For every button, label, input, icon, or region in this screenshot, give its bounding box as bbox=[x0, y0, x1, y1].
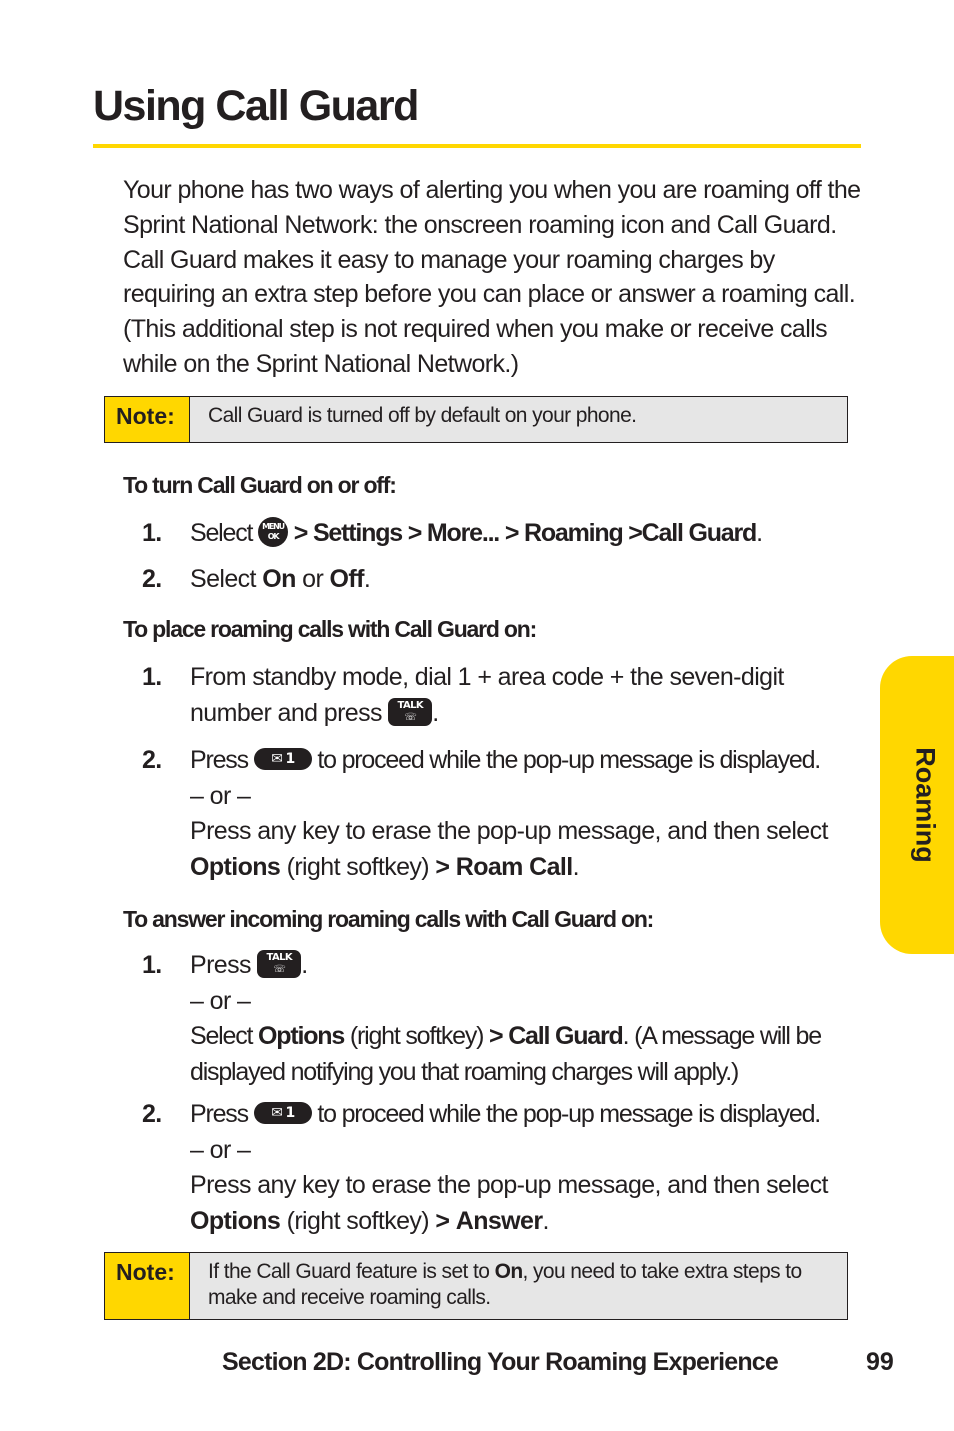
note-box bbox=[104, 1252, 848, 1320]
step-number: 2. bbox=[142, 565, 162, 593]
step-item: 1. From standby mode, dial 1 + area code + the seven-digit number and press TALK ☏ . bbox=[142, 660, 862, 731]
talk-key-icon: TALK ☏ bbox=[388, 698, 432, 726]
one-key-icon: ✉ 1 bbox=[254, 748, 312, 770]
side-tab-label: Roaming bbox=[910, 747, 941, 863]
or-separator: – or – bbox=[190, 986, 251, 1015]
option-call-guard: Call Guard bbox=[508, 1022, 623, 1050]
one-key-icon: ✉ 1 bbox=[254, 1102, 312, 1124]
step-item: 2. Press ✉ 1 to proceed while the pop-up message is displayed. – or – Press any key to erase the pop-up message, and then select Options (right softkey) > Roam Call. bbox=[142, 743, 862, 885]
step-item: 1. Press TALK ☏ . – or – Select Options (right softkey) > Call Guard. (A message will be displayed notifying you that roaming charges will apply.) bbox=[142, 948, 862, 1090]
side-tab-roaming bbox=[880, 656, 954, 954]
section-heading-answer-calls: To answer incoming roaming calls with Call Guard on: bbox=[123, 906, 654, 932]
menu-path-call-guard: Call Guard bbox=[641, 519, 757, 547]
page-number: 99 bbox=[866, 1348, 894, 1376]
step-number: 1. bbox=[142, 519, 162, 547]
step-item: 2. Press ✉ 1 to proceed while the pop-up message is displayed. – or – Press any key to erase the pop-up message, and then select Options (right softkey) > Answer. bbox=[142, 1097, 862, 1239]
step-text: Select bbox=[190, 519, 253, 547]
step-number: 2. bbox=[142, 746, 162, 774]
option-roam-call: Roam Call bbox=[455, 852, 573, 881]
note-label: Note: bbox=[105, 397, 190, 442]
step-number: 1. bbox=[142, 663, 162, 691]
talk-key-icon: TALK ☏ bbox=[257, 950, 301, 978]
menu-path-settings: Settings bbox=[312, 519, 402, 547]
option-off: Off bbox=[329, 565, 364, 593]
title-rule bbox=[93, 144, 861, 148]
note-text: Call Guard is turned off by default on your phone. bbox=[208, 404, 637, 427]
page-title: Using Call Guard bbox=[93, 82, 418, 130]
section-heading-place-calls: To place roaming calls with Call Guard on: bbox=[123, 616, 537, 642]
menu-path-roaming: Roaming bbox=[523, 519, 623, 547]
step-text: From standby mode, dial 1 + area code + the seven-digit number and press bbox=[190, 663, 784, 727]
step-item: 2. Select On or Off. bbox=[142, 562, 862, 598]
or-separator: – or – bbox=[190, 781, 251, 810]
menu-path-more: More... bbox=[426, 519, 500, 547]
step-number: 2. bbox=[142, 1100, 162, 1128]
menu-ok-key-icon: MENU OK bbox=[258, 517, 288, 547]
option-on: On bbox=[262, 565, 296, 593]
note-label: Note: bbox=[105, 1253, 190, 1319]
footer-section-title: Section 2D: Controlling Your Roaming Experience bbox=[222, 1348, 779, 1376]
section-heading-turn-on-off: To turn Call Guard on or off: bbox=[123, 472, 396, 498]
note-box bbox=[104, 396, 848, 443]
or-separator: – or – bbox=[190, 1135, 251, 1164]
note-text: If the Call Guard feature is set to On, you need to take extra steps to make and receive roaming calls. bbox=[208, 1260, 802, 1309]
option-answer: Answer bbox=[455, 1206, 543, 1235]
step-number: 1. bbox=[142, 951, 162, 979]
intro-paragraph: Your phone has two ways of alerting you when you are roaming off the Sprint National Network: the onscreen roaming icon and Call Guard. Call Guard makes it easy to manage your roaming charges by requiring an extra step before you can place or answer a roaming call. (This additional step is not required when you make or receive calls while on the Sprint National Network.) bbox=[123, 176, 861, 378]
step-item: 1. Select MENU OK > Settings > More... > Roaming >Call Guard. bbox=[142, 516, 862, 552]
